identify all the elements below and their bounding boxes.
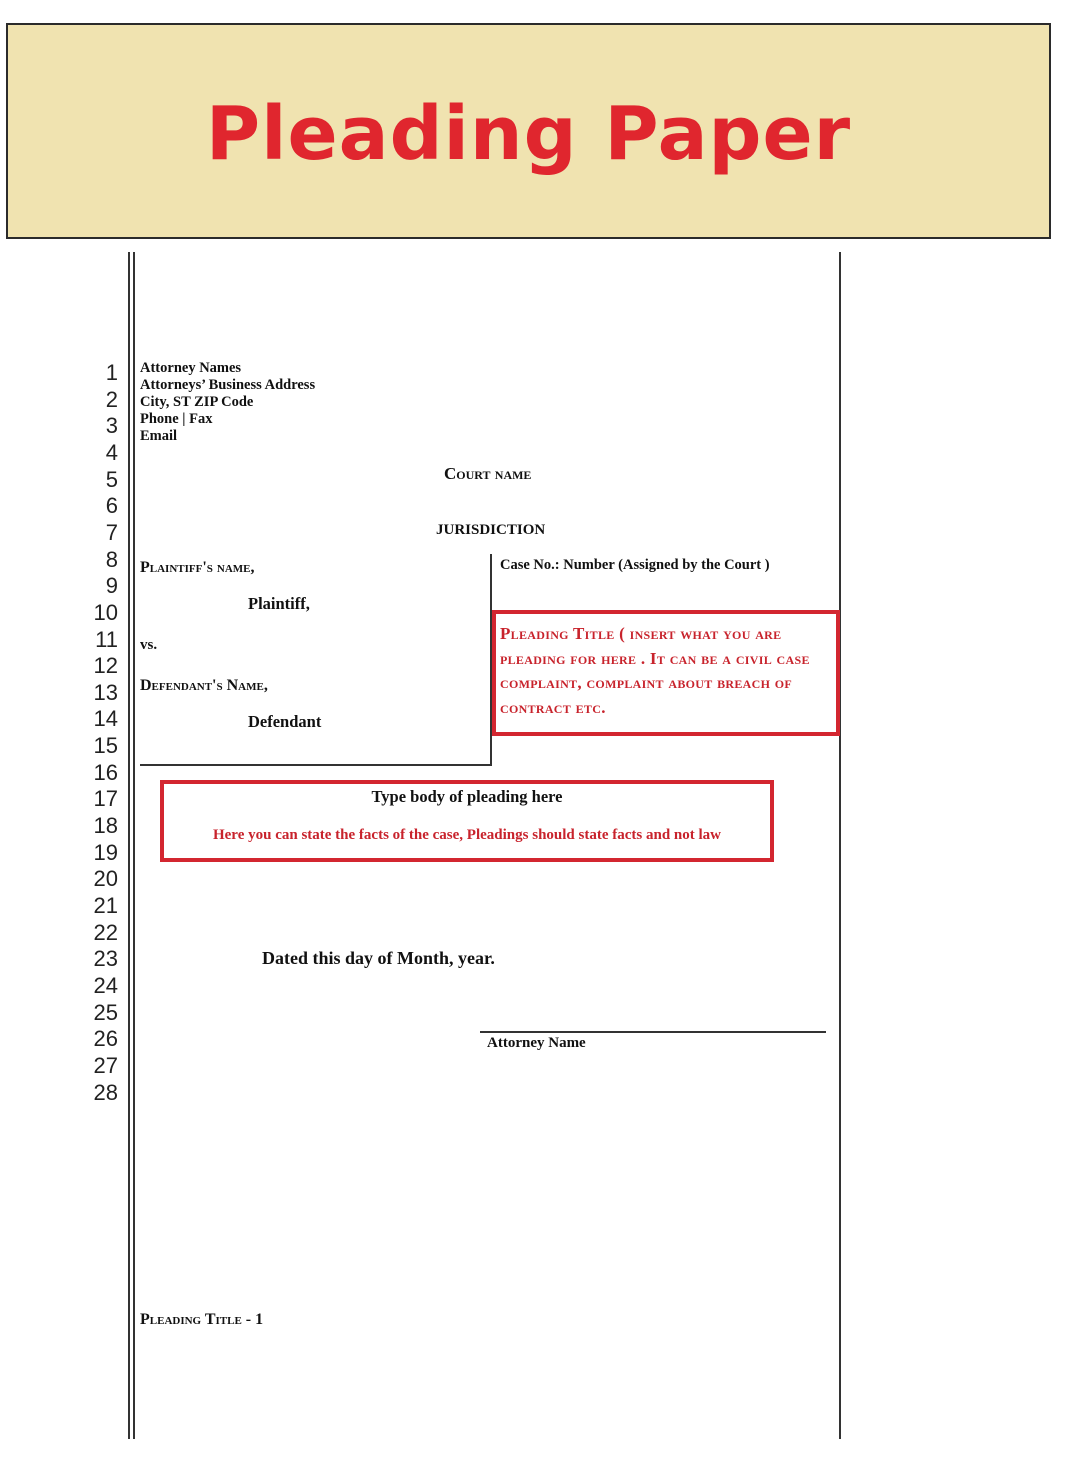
line-number: 23 [93,946,118,972]
signature-line [480,1031,826,1033]
line-number: 28 [93,1079,118,1105]
line-number: 4 [105,439,118,465]
line-number: 19 [93,839,118,865]
line-number: 22 [93,919,118,945]
jurisdiction: JURISDICTION [436,522,546,538]
court-name: Court name [444,464,532,483]
line-number: 11 [95,626,118,652]
defendant-name: Defendant's Name, [140,677,268,694]
attorney-address: Attorneys’ Business Address [140,377,316,393]
banner-title: Pleading Paper [205,91,852,177]
header-banner [6,23,1051,239]
line-number: 3 [105,413,118,439]
left-margin-rule-inner [133,252,135,1439]
line-number: 24 [93,972,118,998]
defendant-label: Defendant [248,712,322,731]
line-number: 27 [93,1052,118,1078]
line-number: 10 [93,599,118,625]
line-number: 26 [93,1026,118,1052]
plaintiff-label: Plaintiff, [248,594,310,613]
line-number: 2 [105,386,118,412]
line-number: 13 [93,679,118,705]
case-number: Case No.: Number (Assigned by the Court ) [500,557,770,573]
body-note: Here you can state the facts of the case, Pleadings should state facts and not law [212,827,722,843]
line-number: 5 [105,466,118,492]
caption-bottom-rule [140,764,492,766]
line-number: 17 [93,786,118,812]
line-number: 25 [93,999,118,1025]
line-number: 6 [105,493,118,519]
line-number: 1 [105,360,118,385]
plaintiff-name: Plaintiff's name, [140,559,255,576]
line-number: 9 [105,573,118,599]
line-number: 15 [93,733,118,759]
body-heading: Type body of pleading here [371,787,563,806]
dated-line: Dated this day of Month, year. [262,948,495,968]
right-margin-rule [839,252,841,1439]
left-margin-rule-outer [128,252,130,1439]
versus: vs. [140,637,158,653]
line-number: 14 [93,706,118,732]
attorney-names: Attorney Names [140,360,242,376]
line-number: 7 [105,519,118,545]
line-number: 18 [93,813,118,839]
page-footer: Pleading Title - 1 [140,1311,264,1328]
attorney-email: Email [140,428,178,444]
line-number: 8 [105,546,118,572]
attorney-city: City, ST ZIP Code [140,394,254,410]
signature-name: Attorney Name [487,1035,586,1051]
line-number: 21 [93,893,118,918]
line-number: 16 [93,759,118,785]
line-number: 20 [93,866,118,892]
pleading-title-note: Pleading Title ( insert what you are pleading for here . It can be a civil case complaint, complaint about breach of contract etc. [500,624,810,717]
line-number: 12 [93,653,118,679]
attorney-phone: Phone | Fax [140,411,213,427]
